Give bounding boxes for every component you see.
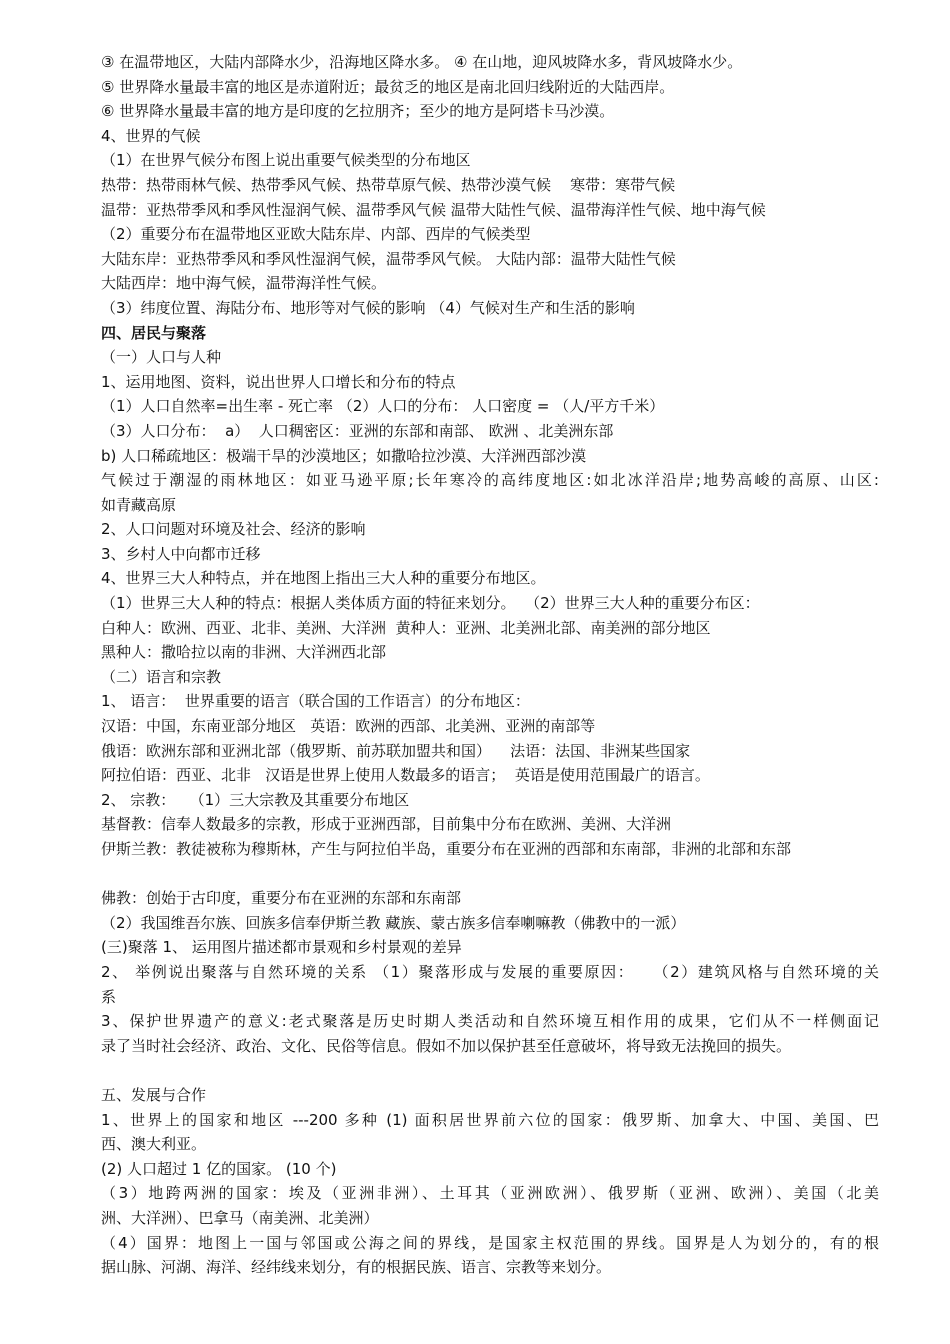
text-line: （3）纬度位置、海陆分布、地形等对气候的影响 （4）气候对生产和生活的影响 <box>101 298 635 317</box>
text-line: （3）地跨两洲的国家：埃及（亚洲非洲）、土耳其（亚洲欧洲）、俄罗斯（亚洲、欧洲）、美国（北美 <box>101 1184 879 1203</box>
text-line: （2）重要分布在温带地区亚欧大陆东岸、内部、西岸的气候类型 <box>101 225 531 244</box>
text-line: 如青藏高原 <box>101 495 177 514</box>
text-line: 据山脉、河湖、海洋、经纬线来划分，有的根据民族、语言、宗教等来划分。 <box>101 1258 612 1277</box>
text-line: 大陆西岸：地中海气候，温带海洋性气候。 <box>101 274 387 293</box>
text-line: 白种人：欧洲、西亚、北非、美洲、大洋洲 黄种人：亚洲、北美洲北部、南美洲的部分地区 <box>101 618 711 637</box>
text-line: ⑥ 世界降水量最丰富的地方是印度的乞拉朋齐；至少的地方是阿塔卡马沙漠。 <box>101 102 615 121</box>
text-line: 4、世界三大人种特点，并在地图上指出三大人种的重要分布地区。 <box>101 569 546 588</box>
text-line: 1、 语言： 世界重要的语言（联合国的工作语言）的分布地区： <box>101 692 530 711</box>
subsection-heading: （一）人口与人种 <box>101 348 222 367</box>
text-line: 1、世界上的国家和地区 ---200 多种 (1) 面积居世界前六位的国家：俄罗斯、加拿大、中国、美国、巴 <box>101 1110 879 1129</box>
section-heading: 4、世界的气候 <box>101 126 201 145</box>
text-line: （2）我国维吾尔族、回族多信奉伊斯兰教 藏族、蒙古族多信奉喇嘛教（佛教中的一派） <box>101 913 686 932</box>
text-line: 气候过于潮湿的雨林地区：如亚马逊平原;长年寒冷的高纬度地区:如北冰洋沿岸;地势高峻的高原、山区: <box>101 471 879 490</box>
text-line: 阿拉伯语：西亚、北非 汉语是世界上使用人数最多的语言； 英语是使用范围最广的语言。 <box>101 766 710 785</box>
text-line: 2、 宗教： （1）三大宗教及其重要分布地区 <box>101 790 410 809</box>
text-line: 伊斯兰教：教徒被称为穆斯林，产生与阿拉伯半岛，重要分布在亚洲的西部和东南部，非洲的北部和东部 <box>101 840 792 858</box>
text-line: ③ 在温带地区，大陆内部降水少，沿海地区降水多。 ④ 在山地，迎风坡降水多，背风坡降水少。 <box>101 53 743 71</box>
text-line: 2、人口问题对环境及社会、经济的影响 <box>101 520 366 539</box>
text-line: （3）人口分布： a） 人口稠密区：亚洲的东部和南部、 欧洲 、北美洲东部 <box>101 421 614 440</box>
text-line: （4）国界：地图上一国与邻国或公海之间的界线，是国家主权范围的界线。国界是人为划分的，有的根 <box>101 1233 879 1252</box>
text-line: 3、保护世界遗产的意义:老式聚落是历史时期人类活动和自然环境互相作用的成果，它们从不一样侧面记 <box>101 1012 879 1031</box>
text-line: （1）世界三大人种的特点：根据人类体质方面的特征来划分。 （2）世界三大人种的重要分布区： <box>101 594 760 613</box>
text-line: 温带：亚热带季风和季风性湿润气候、温带季风气候 温带大陆性气候、温带海洋性气候、地中海气候 <box>101 200 766 219</box>
subsection-heading: (三)聚落 1、 运用图片描述都市景观和乡村景观的差异 <box>101 938 462 957</box>
chapter-heading: 四、居民与聚落 <box>101 323 207 342</box>
text-line: (2) 人口超过 1 亿的国家。 (10 个) <box>101 1159 337 1178</box>
text-line: 洲、大洋洲）、巴拿马（南美洲、北美洲） <box>101 1208 379 1227</box>
text-line: 3、乡村人中向都市迁移 <box>101 544 261 563</box>
blank-line <box>101 1058 879 1083</box>
text-line: b) 人口稀疏地区：极端干旱的沙漠地区；如撒哈拉沙漠、大洋洲西部沙漠 <box>101 446 587 465</box>
text-line: 基督教：信奉人数最多的宗教，形成于亚洲西部，目前集中分布在欧洲、美洲、大洋洲 <box>101 815 672 834</box>
blank-line <box>101 862 879 887</box>
text-line: （1）在世界气候分布图上说出重要气候类型的分布地区 <box>101 151 471 170</box>
text-line: 佛教：创始于古印度，重要分布在亚洲的东部和东南部 <box>101 889 462 908</box>
document-page <box>101 50 879 1280</box>
text-line: 大陆东岸：亚热带季风和季风性湿润气候，温带季风气候。 大陆内部：温带大陆性气候 <box>101 249 676 268</box>
text-line: 系 <box>101 987 117 1006</box>
text-line: 汉语：中国，东南亚部分地区 英语：欧洲的西部、北美洲、亚洲的南部等 <box>101 717 596 736</box>
text-line: 1、运用地图、资料，说出世界人口增长和分布的特点 <box>101 372 456 391</box>
text-line: 热带：热带雨林气候、热带季风气候、热带草原气候、热带沙漠气候 寒带：寒带气候 <box>101 175 676 194</box>
text-line: 2、 举例说出聚落与自然环境的关系 （1）聚落形成与发展的重要原因： （2）建筑风格与自然环境的关 <box>101 962 879 981</box>
text-line: 录了当时社会经济、政治、文化、民俗等信息。假如不加以保护甚至任意破坏，将导致无法挽回的损失。 <box>101 1036 792 1055</box>
text-line: 黑种人：撒哈拉以南的非洲、大洋洲西北部 <box>101 643 387 662</box>
subsection-heading: （二）语言和宗教 <box>101 667 222 686</box>
text-line: （1）人口自然率=出生率 - 死亡率 （2）人口的分布： 人口密度 = （人/平方千米） <box>101 397 665 416</box>
text-line: 俄语：欧洲东部和亚洲北部（俄罗斯、前苏联加盟共和国） 法语：法国、非洲某些国家 <box>101 741 691 760</box>
text-line: 西、澳大利亚。 <box>101 1135 207 1154</box>
chapter-heading: 五、发展与合作 <box>101 1085 207 1104</box>
text-line: ⑤ 世界降水量最丰富的地区是赤道附近；最贫乏的地区是南北回归线附近的大陆西岸。 <box>101 77 675 96</box>
